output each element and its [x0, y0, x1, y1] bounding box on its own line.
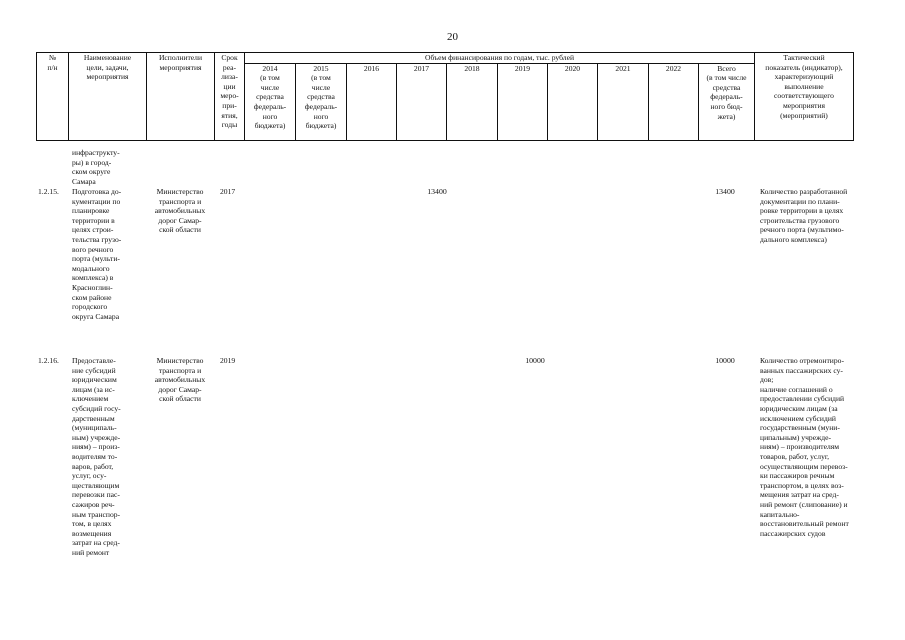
header-year-2015: 2015 (в том числе средства федераль- ного бюджета) [296, 63, 347, 140]
header-year-2019: 2019 [498, 63, 548, 140]
header-total: Всего (в том числе средства федераль- ного бюд- жета) [699, 63, 755, 140]
row-amount-2017: 13400 [427, 187, 447, 196]
row-total: 13400 [715, 187, 735, 196]
header-year-2021: 2021 [598, 63, 649, 140]
header-term: Срок реа- лиза- ции меро- при- ятия, годы [215, 53, 245, 141]
row-term: 2019 [220, 356, 236, 365]
row-term: 2017 [220, 187, 236, 196]
row-executor: Министерство транспорта и автомобильных дорог Самар- ской области [154, 356, 206, 404]
header-year-2014: 2014 (в том числе средства федераль- ного бюджета) [245, 63, 296, 140]
row-indicator: Количество отремонтиро- ванных пассажирских су- дов; наличие соглашений о предоставлении субсидий юридическим лицам (за исключением субсидий государственным (муни- ципальным) учрежде- ниям) – производителям товаров, работ, услуг, осуществляющим перевоз- ки пассажиров речным транспортом, в целях воз- мещения затрат на сред- ний ремонт (слипование) и капитально- восстановительный ремонт пассажирских судов [760, 356, 849, 538]
header-indicator: Тактический показатель (индикатор), характеризующий выполнение соответствующего мероприятия (мероприятий) [755, 53, 854, 141]
row-number: 1.2.16. [38, 356, 59, 365]
row-number: 1.2.15. [38, 187, 59, 196]
header-year-2016: 2016 [347, 63, 397, 140]
header-year-2022: 2022 [649, 63, 699, 140]
header-year-2020: 2020 [548, 63, 598, 140]
header-name: Наименование цели, задачи, мероприятия [69, 53, 147, 141]
header-year-2018: 2018 [447, 63, 498, 140]
header-executor: Исполнители мероприятия [147, 53, 215, 141]
financing-table-header [36, 52, 854, 141]
header-funding: Объем финансирования по годам, тыс. рублей [245, 53, 755, 64]
page-number: 20 [447, 31, 458, 43]
row-name: Подготовка до- кументации по планировке территории в целях строи- тельства грузо- вого речного порта (мульти- модального комплекса) в Красноглин- ском районе городского округа Самара [72, 187, 122, 321]
row-name: Предоставле- ние субсидий юридическим лицам (за ис- ключением субсидий госу- дарственным (муниципаль- ным) учрежде- ниям) – произ- водителям то- варов, работ, услуг, осу- ществляющим перевозки пас- сажиров реч- ным транспор- том, в целях возмещения затрат на сред- ний ремонт [72, 356, 121, 557]
row-executor: Министерство транспорта и автомобильных дорог Самар- ской области [154, 187, 206, 235]
header-number: № п/н [37, 53, 69, 141]
row-indicator: Количество разработанной документации по плани- ровке территории в целях строительства грузового речного порта (мультимо- дального комплекса) [760, 187, 848, 244]
row-total: 10000 [715, 356, 735, 365]
header-year-2017: 2017 [397, 63, 447, 140]
row-amount-2019: 10000 [525, 356, 545, 365]
continuation-text: инфраструкту- ры) в город- ском округе Самара [72, 148, 120, 186]
